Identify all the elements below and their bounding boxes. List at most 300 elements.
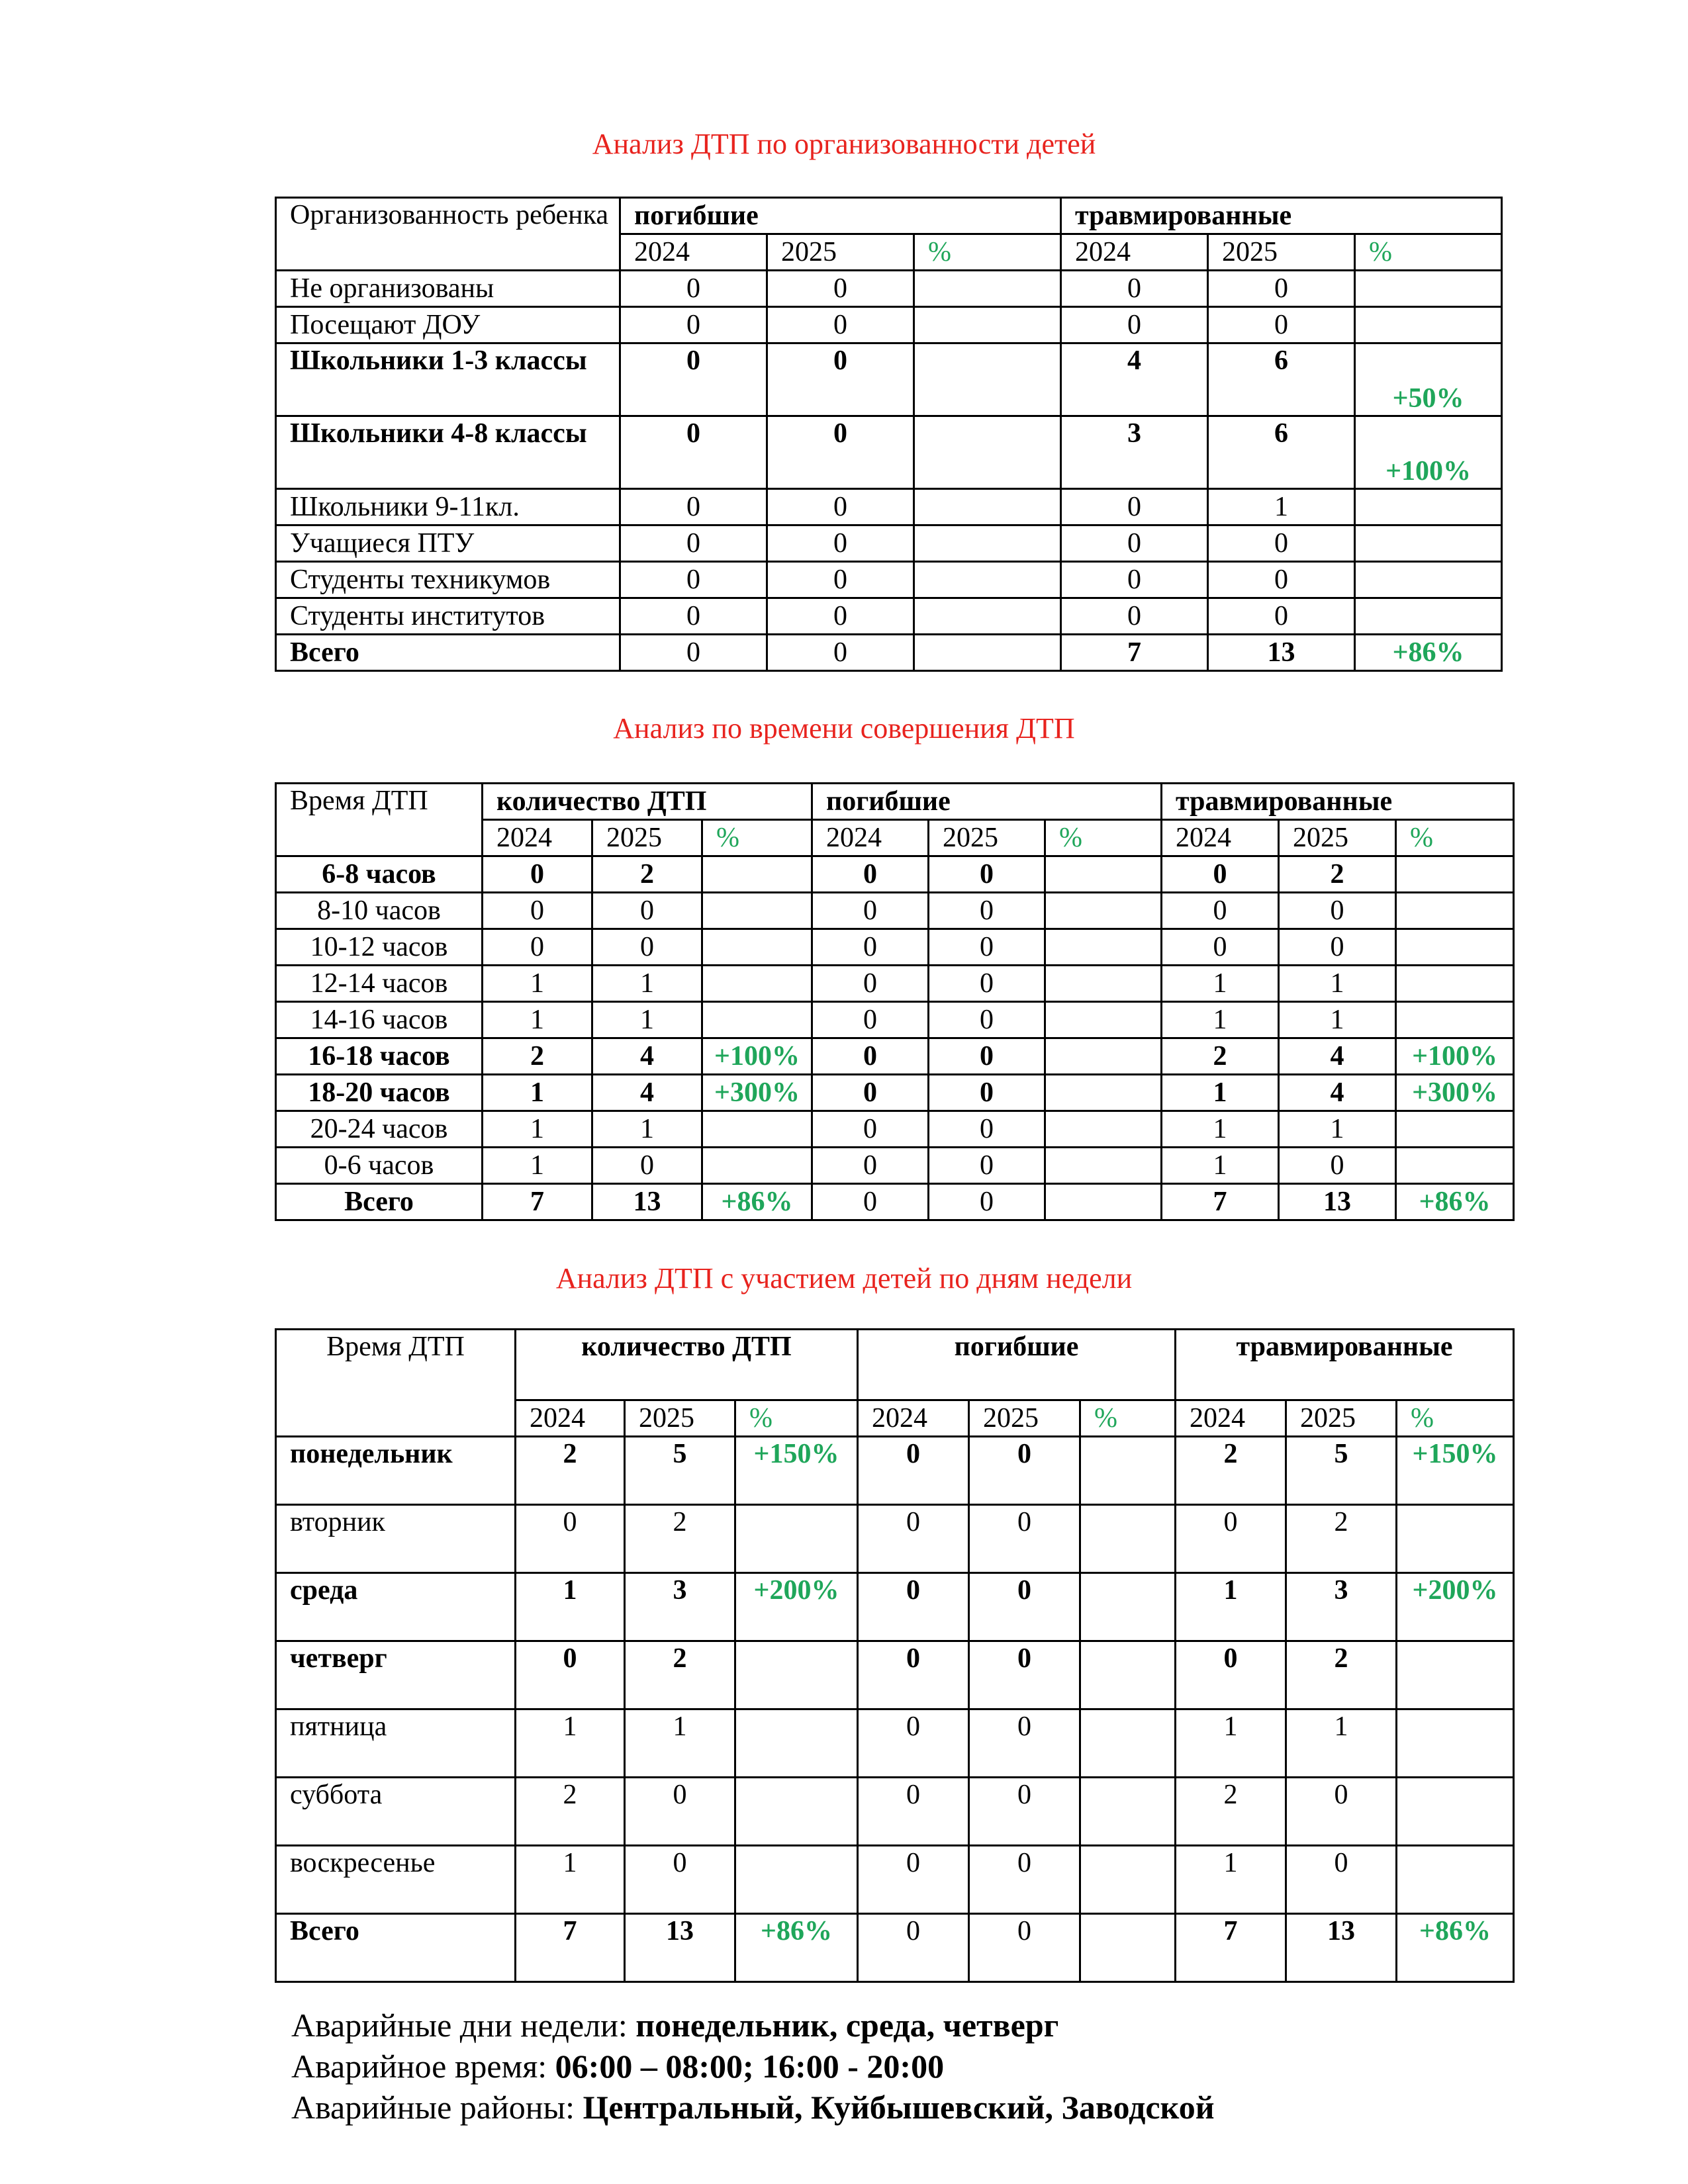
cell-value: 0 (1061, 489, 1208, 525)
cell-percent: +150% (735, 1437, 858, 1505)
cell-percent (1355, 307, 1502, 343)
cell-value: 0 (1162, 893, 1279, 929)
cell-value: 0 (767, 562, 914, 598)
percent-header: % (914, 234, 1061, 271)
cell-percent (1355, 562, 1502, 598)
cell-percent (1355, 598, 1502, 635)
cell-value: 2 (1176, 1437, 1286, 1505)
table-row (276, 525, 1502, 562)
cell-value: 4 (1061, 343, 1208, 416)
cell-value: 1 (1279, 1002, 1396, 1038)
row-label: пятница (276, 1709, 516, 1778)
cell-value: 0 (767, 416, 914, 489)
cell-value: 0 (812, 966, 929, 1002)
row-label: Всего (276, 635, 620, 671)
cell-value: 2 (592, 856, 702, 893)
cell-value: 0 (812, 1038, 929, 1075)
cell-value: 0 (929, 1075, 1045, 1111)
cell-value: 0 (483, 856, 592, 893)
percent-header: % (1355, 234, 1502, 271)
year-2025-header: 2025 (767, 234, 914, 271)
row-label: 12-14 часов (276, 966, 483, 1002)
cell-value: 1 (1176, 1709, 1286, 1778)
cell-percent: +86% (1397, 1914, 1514, 1982)
cell-value: 1 (592, 966, 702, 1002)
cell-value: 0 (1286, 1778, 1397, 1846)
cell-value: 0 (858, 1709, 969, 1778)
table-row (276, 1148, 1514, 1184)
cell-value: 0 (929, 966, 1045, 1002)
cell-value: 0 (767, 271, 914, 307)
cell-value: 0 (858, 1914, 969, 1982)
year-2024-header: 2024 (516, 1400, 625, 1437)
row-label-header: Время ДТП (276, 1330, 516, 1437)
cell-value: 0 (516, 1505, 625, 1573)
cell-value: 2 (516, 1778, 625, 1846)
row-label-header: Организованность ребенка (276, 198, 620, 271)
cell-value: 0 (592, 929, 702, 966)
cell-value: 0 (620, 598, 767, 635)
cell-value: 2 (1162, 1038, 1279, 1075)
cell-percent (1045, 929, 1162, 966)
cell-value: 1 (1162, 1148, 1279, 1184)
cell-value: 0 (812, 1002, 929, 1038)
cell-value: 7 (1061, 635, 1208, 671)
row-label: 14-16 часов (276, 1002, 483, 1038)
row-label: воскресенье (276, 1846, 516, 1914)
cell-value: 0 (483, 929, 592, 966)
cell-percent (702, 1148, 812, 1184)
table-row (276, 343, 1502, 416)
cell-percent (735, 1778, 858, 1846)
year-2025-header: 2025 (1208, 234, 1355, 271)
cell-percent (735, 1846, 858, 1914)
cell-value: 0 (767, 598, 914, 635)
cell-value: 1 (592, 1111, 702, 1148)
year-2025-header: 2025 (1279, 820, 1396, 856)
cell-percent (1045, 1038, 1162, 1075)
cell-percent (702, 856, 812, 893)
cell-percent (1396, 929, 1514, 966)
cell-percent (914, 271, 1061, 307)
cell-value: 0 (929, 856, 1045, 893)
cell-value: 0 (620, 307, 767, 343)
cell-percent (1396, 893, 1514, 929)
cell-value: 0 (929, 1038, 1045, 1075)
summary-days-label: Аварийные дни недели: (291, 2007, 628, 2044)
count-header: количество ДТП (483, 784, 812, 820)
cell-percent (1396, 1111, 1514, 1148)
year-2025-header: 2025 (929, 820, 1045, 856)
cell-value: 1 (516, 1573, 625, 1641)
cell-percent (1080, 1573, 1176, 1641)
year-2024-header: 2024 (1162, 820, 1279, 856)
row-label: Посещают ДОУ (276, 307, 620, 343)
cell-percent (1397, 1846, 1514, 1914)
cell-value: 13 (1279, 1184, 1396, 1220)
cell-percent (914, 343, 1061, 416)
summary-districts-label: Аварийные районы: (291, 2089, 575, 2126)
cell-value: 6 (1208, 416, 1355, 489)
cell-value: 0 (858, 1437, 969, 1505)
killed-header: погибшие (858, 1330, 1176, 1400)
year-2025-header: 2025 (1286, 1400, 1397, 1437)
row-label: Студенты техникумов (276, 562, 620, 598)
cell-value: 0 (812, 1148, 929, 1184)
cell-percent (735, 1505, 858, 1573)
cell-percent (1045, 1184, 1162, 1220)
cell-value: 0 (767, 489, 914, 525)
cell-percent (1045, 1111, 1162, 1148)
row-label: Учащиеся ПТУ (276, 525, 620, 562)
cell-value: 0 (969, 1846, 1080, 1914)
table3-title: Анализ ДТП с участием детей по дням недели (555, 1262, 1133, 1295)
summary-days (291, 2005, 1058, 2046)
cell-value: 2 (1176, 1778, 1286, 1846)
cell-value: 0 (620, 525, 767, 562)
cell-percent (1080, 1505, 1176, 1573)
cell-value: 0 (812, 893, 929, 929)
cell-percent (1080, 1846, 1176, 1914)
cell-value: 0 (1279, 893, 1396, 929)
cell-percent: +86% (735, 1914, 858, 1982)
cell-value: 5 (625, 1437, 735, 1505)
row-label: Школьники 9-11кл. (276, 489, 620, 525)
table-row (276, 966, 1514, 1002)
cell-percent: +150% (1397, 1437, 1514, 1505)
cell-value: 5 (1286, 1437, 1397, 1505)
summary-time-value: 06:00 – 08:00; 16:00 - 20:00 (555, 2048, 945, 2085)
cell-value: 0 (858, 1778, 969, 1846)
cell-value: 0 (1176, 1641, 1286, 1709)
year-2024-header: 2024 (483, 820, 592, 856)
year-2024-header: 2024 (1176, 1400, 1286, 1437)
table-row (276, 1111, 1514, 1148)
table-row (276, 1641, 1514, 1709)
cell-value: 1 (1176, 1573, 1286, 1641)
percent-header: % (1045, 820, 1162, 856)
table-row (276, 416, 1502, 489)
table-row-total (276, 1914, 1514, 1982)
cell-percent (1397, 1505, 1514, 1573)
cell-value: 1 (516, 1709, 625, 1778)
cell-percent (702, 1111, 812, 1148)
cell-percent (1045, 1002, 1162, 1038)
cell-value: 6 (1208, 343, 1355, 416)
cell-percent: +100% (702, 1038, 812, 1075)
cell-value: 0 (625, 1846, 735, 1914)
cell-value: 1 (1279, 1111, 1396, 1148)
cell-value: 0 (592, 893, 702, 929)
table-row (276, 1002, 1514, 1038)
cell-value: 13 (592, 1184, 702, 1220)
cell-percent (1397, 1778, 1514, 1846)
year-2024-header: 2024 (858, 1400, 969, 1437)
cell-percent (1080, 1914, 1176, 1982)
table2-title: Анализ по времени совершения ДТП (613, 712, 1075, 745)
cell-value: 0 (483, 893, 592, 929)
row-label: суббота (276, 1778, 516, 1846)
cell-value: 0 (1061, 307, 1208, 343)
killed-header: погибшие (812, 784, 1162, 820)
cell-value: 0 (929, 1111, 1045, 1148)
row-label: среда (276, 1573, 516, 1641)
cell-percent (914, 416, 1061, 489)
weekday-table (275, 1328, 1515, 1983)
cell-value: 0 (1279, 1148, 1396, 1184)
cell-value: 0 (516, 1641, 625, 1709)
cell-value: 2 (625, 1505, 735, 1573)
table-row (276, 598, 1502, 635)
cell-value: 0 (858, 1573, 969, 1641)
cell-value: 0 (969, 1914, 1080, 1982)
cell-percent (914, 635, 1061, 671)
table-row (276, 856, 1514, 893)
cell-value: 2 (483, 1038, 592, 1075)
cell-value: 0 (1162, 929, 1279, 966)
cell-value: 1 (1286, 1709, 1397, 1778)
count-header: количество ДТП (516, 1330, 858, 1400)
cell-percent: +300% (1396, 1075, 1514, 1111)
cell-percent (914, 307, 1061, 343)
cell-value: 7 (1162, 1184, 1279, 1220)
cell-value: 0 (767, 307, 914, 343)
cell-value: 0 (858, 1846, 969, 1914)
injured-header: травмированные (1162, 784, 1514, 820)
cell-value: 0 (767, 525, 914, 562)
cell-percent (702, 1002, 812, 1038)
row-label: 18-20 часов (276, 1075, 483, 1111)
cell-value: 1 (1176, 1846, 1286, 1914)
cell-percent: +100% (1396, 1038, 1514, 1075)
cell-value: 1 (1162, 1075, 1279, 1111)
cell-value: 3 (1286, 1573, 1397, 1641)
cell-value: 0 (858, 1505, 969, 1573)
cell-value: 0 (812, 1075, 929, 1111)
cell-percent: +86% (702, 1184, 812, 1220)
cell-percent: +86% (1355, 635, 1502, 671)
time-table (275, 782, 1515, 1221)
cell-percent (735, 1709, 858, 1778)
cell-percent (1045, 1148, 1162, 1184)
year-2025-header: 2025 (625, 1400, 735, 1437)
cell-value: 2 (625, 1641, 735, 1709)
cell-value: 1 (483, 966, 592, 1002)
year-2024-header: 2024 (812, 820, 929, 856)
cell-value: 0 (1176, 1505, 1286, 1573)
cell-value: 0 (1279, 929, 1396, 966)
cell-value: 0 (767, 635, 914, 671)
cell-percent (1045, 856, 1162, 893)
cell-percent (1355, 489, 1502, 525)
cell-value: 0 (969, 1437, 1080, 1505)
cell-percent (1045, 966, 1162, 1002)
percent-header: % (702, 820, 812, 856)
row-label: 20-24 часов (276, 1111, 483, 1148)
cell-percent (1397, 1709, 1514, 1778)
cell-value: 0 (1208, 307, 1355, 343)
table-row-total (276, 1184, 1514, 1220)
cell-value: 1 (483, 1002, 592, 1038)
cell-value: 13 (1208, 635, 1355, 671)
cell-value: 4 (1279, 1038, 1396, 1075)
percent-header: % (1080, 1400, 1176, 1437)
row-label: Всего (276, 1914, 516, 1982)
row-label: 6-8 часов (276, 856, 483, 893)
cell-value: 0 (620, 416, 767, 489)
cell-value: 1 (592, 1002, 702, 1038)
cell-percent: +86% (1396, 1184, 1514, 1220)
cell-percent (1080, 1641, 1176, 1709)
percent-header: % (735, 1400, 858, 1437)
cell-percent (1397, 1641, 1514, 1709)
table-row (276, 1846, 1514, 1914)
cell-value: 1 (1162, 1111, 1279, 1148)
cell-percent (1355, 525, 1502, 562)
summary-time (291, 2046, 944, 2087)
cell-value: 0 (1061, 598, 1208, 635)
cell-value: 0 (1061, 271, 1208, 307)
table-row (276, 1573, 1514, 1641)
table-row (276, 929, 1514, 966)
cell-value: 0 (620, 562, 767, 598)
row-label-header: Время ДТП (276, 784, 483, 856)
cell-percent (914, 562, 1061, 598)
cell-percent: +50% (1355, 343, 1502, 416)
cell-value: 0 (969, 1505, 1080, 1573)
table-row-total (276, 635, 1502, 671)
cell-value: 1 (1162, 966, 1279, 1002)
cell-percent (1396, 1148, 1514, 1184)
cell-value: 0 (1208, 271, 1355, 307)
row-label: Всего (276, 1184, 483, 1220)
cell-percent (702, 893, 812, 929)
year-2025-header: 2025 (969, 1400, 1080, 1437)
cell-value: 7 (483, 1184, 592, 1220)
cell-value: 1 (483, 1148, 592, 1184)
cell-percent: +100% (1355, 416, 1502, 489)
table-row (276, 562, 1502, 598)
cell-value: 0 (620, 271, 767, 307)
cell-percent: +200% (735, 1573, 858, 1641)
row-label: 16-18 часов (276, 1038, 483, 1075)
cell-value: 0 (767, 343, 914, 416)
cell-percent: +300% (702, 1075, 812, 1111)
row-label: Школьники 1-3 классы (276, 343, 620, 416)
cell-value: 4 (1279, 1075, 1396, 1111)
cell-value: 1 (1208, 489, 1355, 525)
cell-percent (1355, 271, 1502, 307)
organization-table (275, 197, 1503, 672)
cell-value: 0 (929, 893, 1045, 929)
cell-value: 0 (969, 1709, 1080, 1778)
cell-value: 0 (929, 1184, 1045, 1220)
cell-percent (702, 929, 812, 966)
cell-value: 0 (812, 1111, 929, 1148)
cell-percent (1396, 966, 1514, 1002)
cell-value: 4 (592, 1038, 702, 1075)
cell-value: 0 (625, 1778, 735, 1846)
cell-percent (914, 489, 1061, 525)
cell-value: 1 (483, 1075, 592, 1111)
cell-value: 2 (1286, 1641, 1397, 1709)
table-row (276, 307, 1502, 343)
cell-percent (1045, 893, 1162, 929)
cell-value: 2 (1279, 856, 1396, 893)
cell-percent (914, 525, 1061, 562)
cell-value: 0 (929, 1148, 1045, 1184)
row-label: 10-12 часов (276, 929, 483, 966)
injured-header: травмированные (1176, 1330, 1514, 1400)
table-row (276, 1709, 1514, 1778)
cell-percent (1396, 1002, 1514, 1038)
cell-value: 7 (516, 1914, 625, 1982)
row-label: Не организованы (276, 271, 620, 307)
cell-value: 0 (969, 1641, 1080, 1709)
summary-time-label: Аварийное время: (291, 2048, 547, 2085)
cell-value: 1 (1162, 1002, 1279, 1038)
cell-value: 0 (1162, 856, 1279, 893)
table-row (276, 1075, 1514, 1111)
summary-days-value: понедельник, среда, четверг (635, 2007, 1059, 2044)
cell-value: 0 (1208, 562, 1355, 598)
cell-value: 0 (812, 1184, 929, 1220)
cell-value: 1 (516, 1846, 625, 1914)
cell-value: 0 (620, 635, 767, 671)
row-label: Школьники 4-8 классы (276, 416, 620, 489)
cell-value: 13 (625, 1914, 735, 1982)
cell-value: 3 (625, 1573, 735, 1641)
row-label: четверг (276, 1641, 516, 1709)
table-row (276, 271, 1502, 307)
cell-value: 0 (812, 856, 929, 893)
row-label: 0-6 часов (276, 1148, 483, 1184)
summary-districts-value: Центральный, Куйбышевский, Заводской (583, 2089, 1215, 2126)
table-row (276, 489, 1502, 525)
cell-value: 0 (1061, 525, 1208, 562)
cell-value: 0 (592, 1148, 702, 1184)
cell-value: 4 (592, 1075, 702, 1111)
cell-percent (1080, 1437, 1176, 1505)
cell-value: 0 (1061, 562, 1208, 598)
cell-value: 0 (929, 929, 1045, 966)
cell-percent (914, 598, 1061, 635)
cell-value: 1 (1279, 966, 1396, 1002)
table-row (276, 893, 1514, 929)
year-2024-header: 2024 (1061, 234, 1208, 271)
cell-percent (735, 1641, 858, 1709)
cell-value: 0 (858, 1641, 969, 1709)
killed-header: погибшие (620, 198, 1061, 234)
cell-value: 13 (1286, 1914, 1397, 1982)
cell-value: 0 (620, 489, 767, 525)
cell-percent (702, 966, 812, 1002)
cell-percent (1080, 1778, 1176, 1846)
cell-value: 0 (929, 1002, 1045, 1038)
table-row (276, 1505, 1514, 1573)
cell-value: 0 (620, 343, 767, 416)
cell-value: 2 (1286, 1505, 1397, 1573)
table-row (276, 1038, 1514, 1075)
row-label: понедельник (276, 1437, 516, 1505)
row-label: 8-10 часов (276, 893, 483, 929)
cell-value: 0 (1208, 525, 1355, 562)
year-2025-header: 2025 (592, 820, 702, 856)
cell-percent (1080, 1709, 1176, 1778)
cell-percent (1396, 856, 1514, 893)
cell-value: 0 (969, 1778, 1080, 1846)
cell-value: 7 (1176, 1914, 1286, 1982)
